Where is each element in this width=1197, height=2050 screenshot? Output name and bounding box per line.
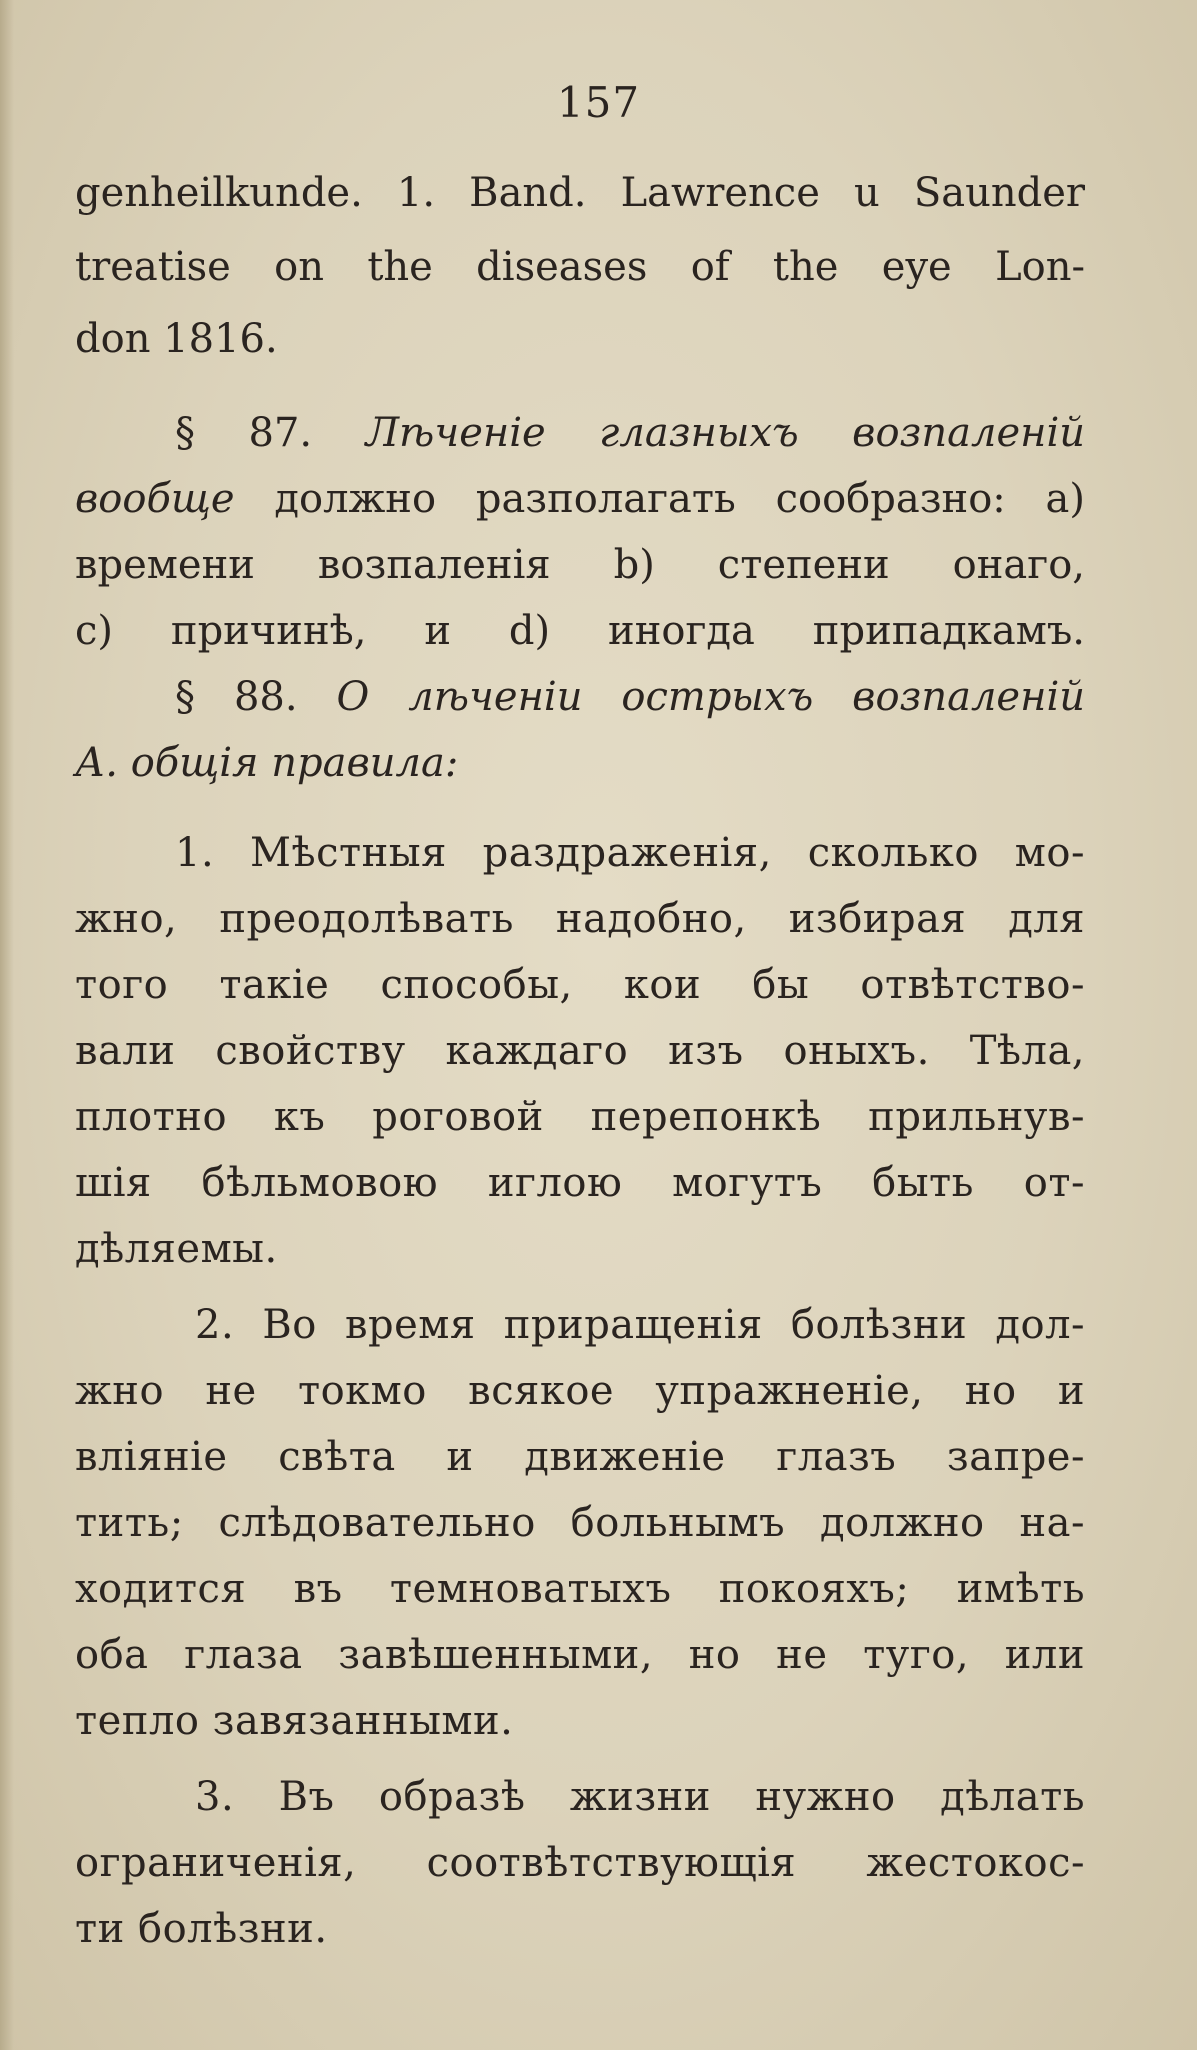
rule-1-line-7: дѣляемы. [75,1226,278,1272]
rule-2-line-6: оба глаза завѣшенными, но не туго, или [75,1632,1085,1678]
rule-1-line-3: того такіе способы, кои бы отвѣтство- [75,962,1085,1008]
section-88-mark: § 88. [175,674,298,720]
page-edge-shadow [0,0,14,2050]
rule-3-line-3: ти болѣзни. [75,1906,328,1952]
rule-2-line-2: жно не токмо всякое упражненіе, но и [75,1368,1085,1414]
section-87-heading [175,400,1085,466]
rule-1-line-5: плотно къ роговой перепонкѣ прильнув- [75,1094,1085,1140]
section-87-mark: § 87. [175,410,313,456]
rule-3-line-1: 3. Въ образѣ жизни нужно дѣлать [195,1774,1085,1820]
rule-2-line-5: ходится въ темноватыхъ покояхъ; имѣть [75,1566,1085,1612]
page-number: 157 [556,78,641,127]
rule-3-line-2: ограниченія, соотвѣтствующія жестокос- [75,1840,1085,1886]
rule-1-line-6: шія бѣльмовою иглою могутъ быть от- [75,1160,1085,1206]
reference-line-3: don 1816. [75,316,278,362]
section-87-line-3: времени возпаленія b) степени онаго, [75,542,1085,588]
section-87-line-4: c) причинѣ, и d) иногда припадкамъ. [75,608,1085,654]
section-88-title: О лѣченіи острыхъ возпаленій [336,674,1086,720]
rule-2-line-4: тить; слѣдовательно больнымъ должно на- [75,1500,1085,1546]
section-87-text: должно разполагать сообразно: a) [274,476,1085,522]
rule-1-line-1: 1. Мѣстныя раздраженія, сколько мо- [175,830,1085,876]
rule-1-line-4: вали свойству каждаго изъ оныхъ. Тѣла, [75,1028,1085,1074]
section-88-heading [175,664,1085,730]
section-87-line-2 [75,466,1085,532]
rule-1-line-2: жно, преодолѣвать надобно, избирая для [75,896,1085,942]
rule-2-line-3: вліяніе свѣта и движеніе глазъ запре- [75,1434,1085,1480]
section-87-title-cont: вообще [75,476,235,522]
section-87-title: Лѣченіе глазныхъ возпаленій [365,410,1086,456]
rule-2-line-7: тепло завязанными. [75,1698,514,1744]
reference-line-1: genheilkunde. 1. Band. Lawrence u Saunder [75,170,1085,216]
reference-line-2: treatise on the diseases of the eye Lon- [75,244,1085,290]
section-88-subtitle: А. общія правила: [75,740,459,786]
rule-2-line-1: 2. Во время приращенія болѣзни дол- [195,1302,1085,1348]
